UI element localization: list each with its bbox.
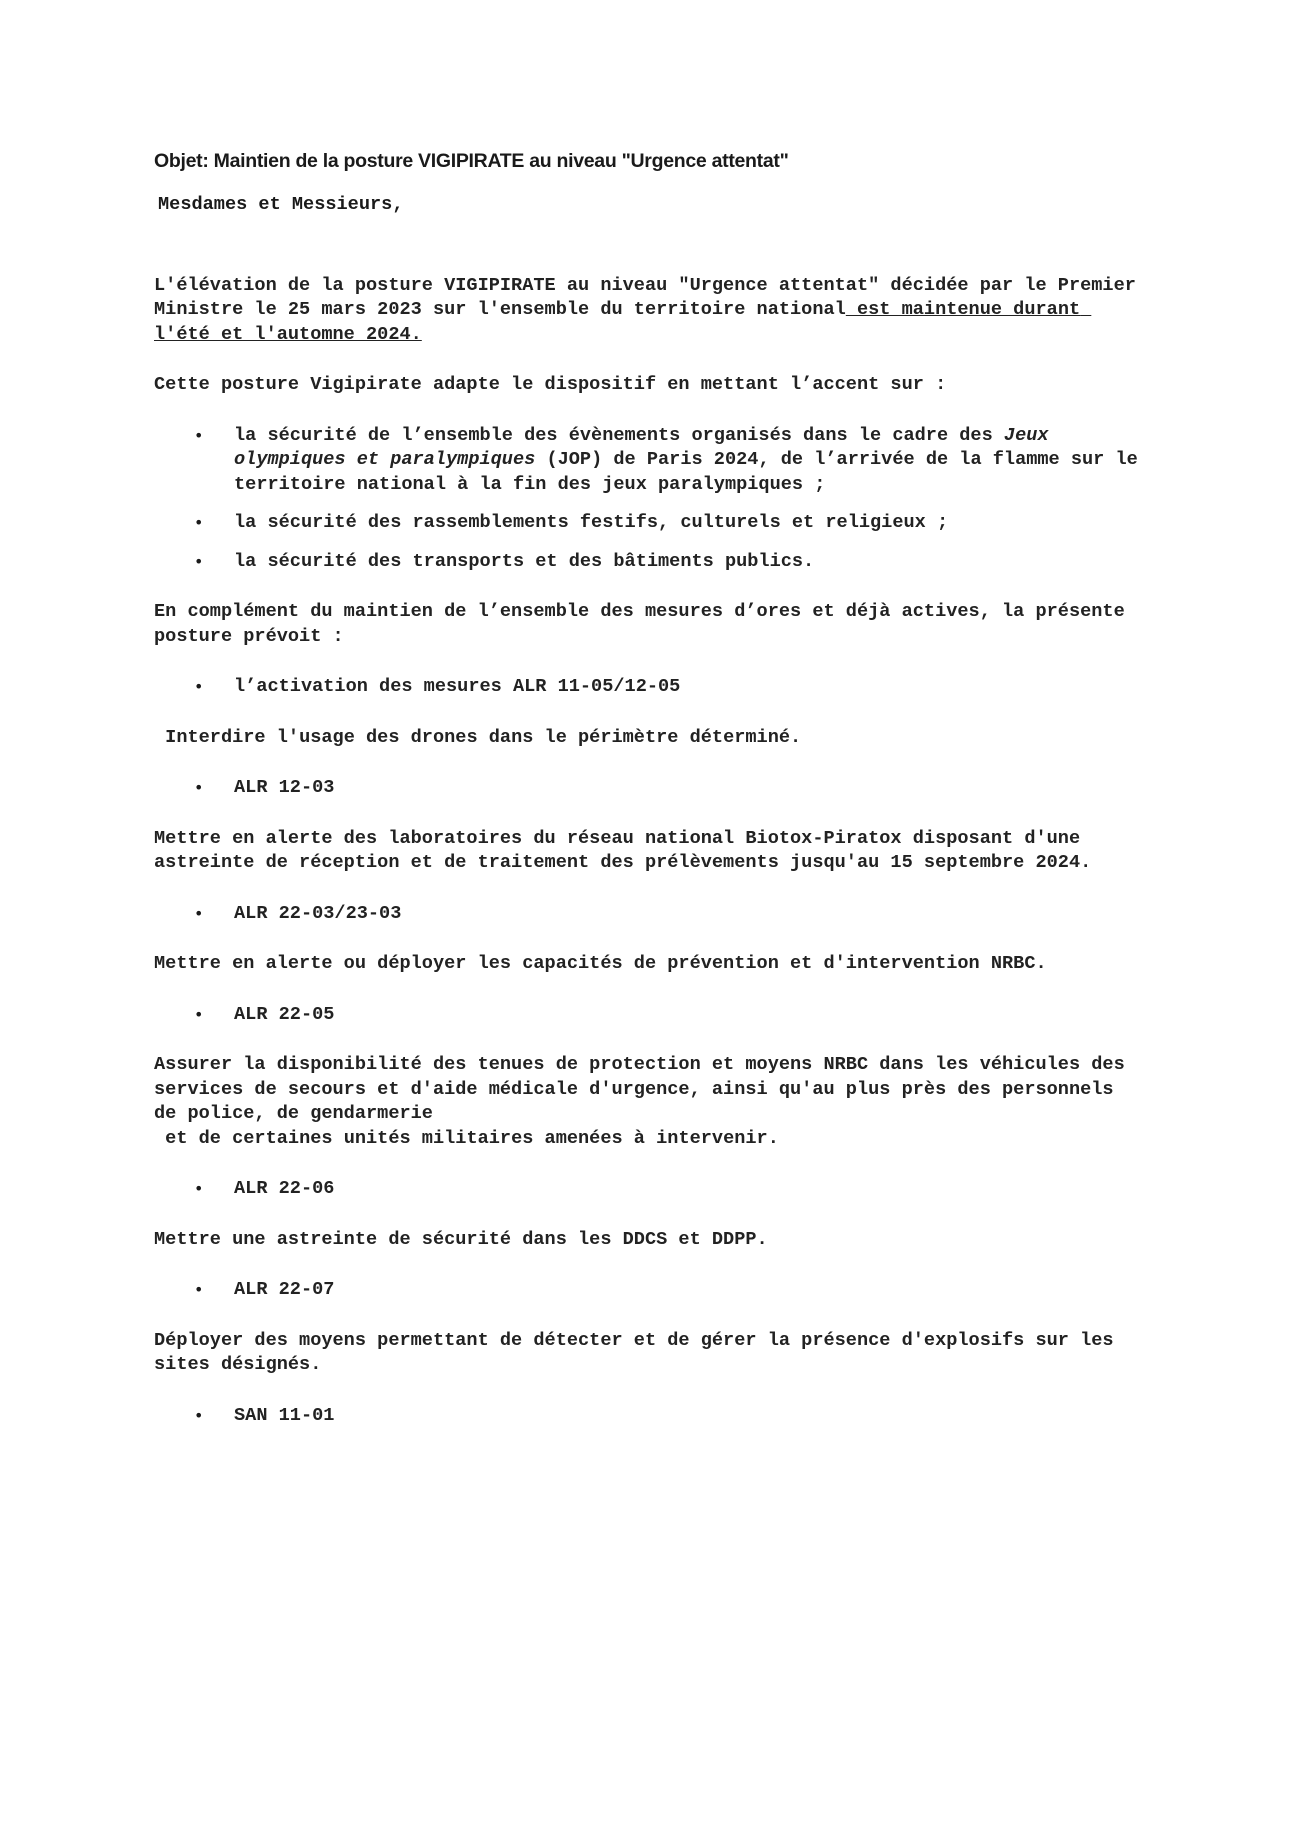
bullet-icon: • [194, 1004, 204, 1024]
measure-description: Assurer la disponibilité des tenues de protection et moyens NRBC dans les véhicules des services de secours et d'aide médicale d'urgence, ainsi qu'au plus près des personnels de police, de gendarmerie et de certaines unités militaires amenées à intervenir. [154, 1054, 1125, 1149]
measure-description: Mettre en alerte des laboratoires du réseau national Biotox-Piratox disposant d'une astreinte de réception et de traitement des prélèvements jusqu'au 15 septembre 2024. [154, 827, 1092, 873]
intro-text: L'élévation de la posture VIGIPIRATE au niveau "Urgence attentat" décidée par le Premier Ministre le 25 mars 2023 sur l'ensemble du territoire national [154, 274, 1148, 320]
focus-item-2: la sécurité des rassemblements festifs, culturels et religieux ; [234, 512, 949, 533]
measure-code: ALR 12-03 [234, 777, 335, 798]
bullet-icon: • [194, 425, 204, 445]
focus-item-1 [234, 425, 1138, 495]
measure-description: Mettre une astreinte de sécurité dans les DDCS et DDPP. [154, 1228, 768, 1250]
measure-code: ALR 22-05 [234, 1003, 335, 1025]
list-item [154, 424, 1144, 498]
measure-list [154, 1404, 1144, 1429]
letter-subject: Objet: Maintien de la posture VIGIPIRATE au niveau "Urgence attentat" [154, 150, 789, 172]
letter-page [154, 150, 1148, 1454]
bullet-icon: • [194, 677, 204, 696]
measure-list [154, 902, 1144, 927]
measure-list [154, 1278, 1144, 1303]
bullet-icon: • [194, 903, 204, 923]
bullet-icon: • [194, 1179, 204, 1198]
focus-item-1-text-a: la sécurité de l’ensemble des évènements organisés dans le cadre des [234, 424, 1004, 446]
list-item [154, 1404, 1144, 1429]
list-item [154, 511, 1144, 536]
measure-code: ALR 22-06 [234, 1178, 335, 1199]
measure-description: Interdire l'usage des drones dans le périmètre déterminé. [154, 726, 802, 748]
list-item [154, 1003, 1144, 1028]
list-item [154, 776, 1144, 801]
bullet-icon: • [194, 551, 204, 571]
posture-intro: Cette posture Vigipirate adapte le dispositif en mettant l’accent sur : [154, 374, 947, 395]
list-item [154, 550, 1144, 575]
measure-code: ALR 22-07 [234, 1279, 335, 1300]
complement-intro: En complément du maintien de l’ensemble des mesures d’ores et déjà actives, la présente posture prévoit : [154, 601, 1136, 647]
intro-paragraph [154, 274, 1148, 348]
measure-description: Déployer des moyens permettant de détecter et de gérer la présence d'explosifs sur les sites désignés. [154, 1329, 1125, 1375]
list-item [154, 1278, 1144, 1303]
bullet-icon: • [194, 1405, 204, 1425]
measure-code: SAN 11-01 [234, 1404, 335, 1426]
list-item [154, 675, 1144, 700]
measure-list [154, 1177, 1144, 1202]
focus-list [154, 424, 1144, 575]
focus-item-1-text-b: (JOP) de Paris 2024, de l’arrivée de la flamme sur le territoire national à la fin des jeux paralympiques ; [234, 449, 1138, 495]
measure-code: ALR 22-03/23-03 [234, 902, 402, 924]
list-item [154, 902, 1144, 927]
measure-description: Mettre en alerte ou déployer les capacités de prévention et d'intervention NRBC. [154, 953, 1047, 974]
focus-item-3: la sécurité des transports et des bâtiments publics. [234, 550, 815, 572]
bullet-icon: • [194, 1280, 204, 1299]
focus-item-1-italic: Jeux olympiques et paralympiques [234, 424, 1049, 470]
bullet-icon: • [194, 778, 204, 797]
intro-underlined-text: est maintenue durant l'été et l'automne 2024. [154, 299, 1092, 345]
measure-list [154, 1003, 1144, 1028]
measure-code: l’activation des mesures ALR 11-05/12-05 [234, 676, 681, 697]
list-item [154, 1177, 1144, 1202]
measure-list [154, 675, 1144, 700]
salutation: Mesdames et Messieurs, [158, 194, 404, 215]
bullet-icon: • [194, 513, 204, 532]
measure-list [154, 776, 1144, 801]
